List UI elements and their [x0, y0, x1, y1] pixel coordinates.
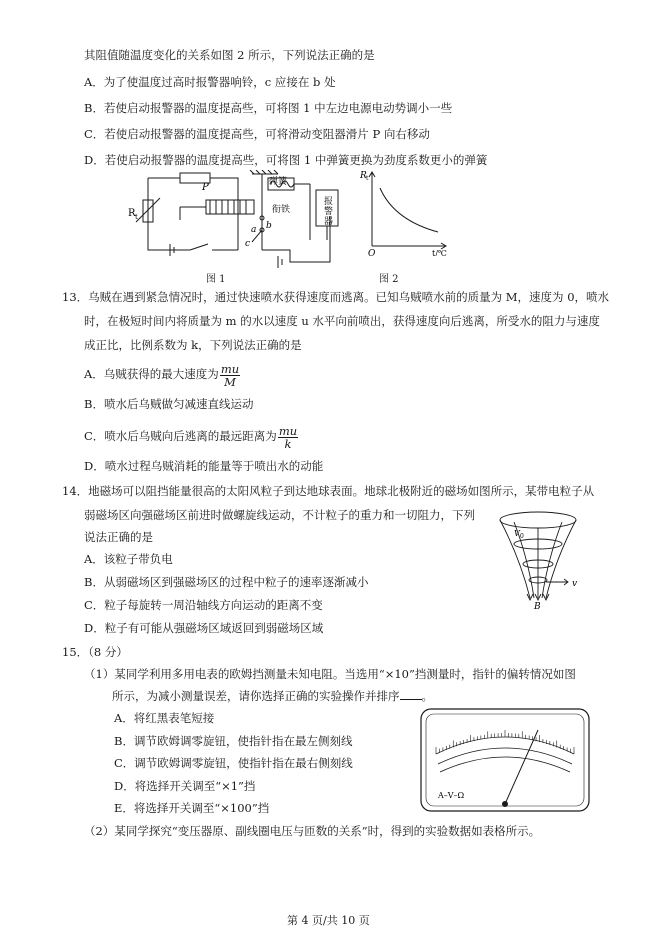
q12-intro: 其阻值随温度变化的关系如图 2 所示，下列说法正确的是: [84, 48, 375, 62]
q15-multimeter-dial: [420, 708, 590, 812]
fig1-rt-sub: t: [135, 213, 138, 221]
q14-option-d: D．粒子有可能从强磁场区域返回到弱磁场区域: [84, 621, 324, 635]
meter-label: A–V–Ω: [438, 791, 465, 800]
figure1-caption: 图 1: [206, 274, 226, 285]
q15-option-a: A．将红黑表笔短接: [114, 711, 215, 725]
fig1-iron-label: 衔铁: [272, 205, 291, 215]
q15-option-b: B．调节欧姆调零旋钮，使指针指在最左侧刻线: [114, 734, 353, 748]
q15-option-e: E．将选择开关调至“×100”挡: [114, 801, 270, 815]
q14-fig-v-label: v: [572, 579, 578, 589]
q13-option-a-fraction: [220, 363, 240, 388]
q12-option-d: D．若使启动报警器的温度提高些，可将图 1 中弹簧更换为劲度系数更小的弹簧: [84, 153, 488, 167]
q14-stem-line3: 说法正确的是: [84, 530, 153, 544]
fig1-alarm-label-1: 报: [324, 197, 334, 207]
q13-stem-line1: 13．乌贼在遇到紧急情况时，通过快速喷水获得速度而逃离。已知乌贼喷水前的质量为 M，速度为 0，喷水: [62, 290, 610, 304]
q14-fig-v0-sub: 0: [520, 533, 524, 540]
fig1-a-label: a: [251, 225, 257, 235]
q14-option-b: B．从弱磁场区到强磁场区的过程中粒子的速率逐渐减小: [84, 575, 369, 589]
q13-stem-line2: 时，在极短时间内将质量为 m 的水以速度 u 水平向前喷出，获得速度向后逃离，所受水的阻力与速度: [84, 314, 600, 328]
q12-option-c: C．若使启动报警器的温度提高些，可将滑动变阻器滑片 P 向右移动: [84, 127, 430, 141]
q13-option-c-text: C．喷水后乌贼向后逃离的最远距离为: [84, 429, 277, 443]
q12-figure1-circuit: [120, 170, 345, 270]
q14-fig-b-label: B: [534, 602, 541, 610]
q15-heading: 15．（8 分）: [62, 645, 128, 659]
q15-option-c: C．调节欧姆调零旋钮，使指针指在最右侧刻线: [114, 756, 353, 770]
q14-stem-line2: 弱磁场区向强磁场区前进时做螺旋线运动，不计粒子的重力和一切阻力，下列: [84, 508, 475, 522]
answer-blank: [400, 689, 422, 700]
q15-part1-line1: （1）某同学利用多用电表的欧姆挡测量未知电阻。当选用“×10”挡测量时，指针的偏转情况如图: [84, 667, 576, 681]
q13-option-a: [84, 362, 241, 388]
q13-option-b: B．喷水后乌贼做匀减速直线运动: [84, 397, 254, 411]
fig1-b-label: b: [266, 221, 272, 231]
fig1-rt-label: R: [128, 208, 136, 219]
q13-option-c-fraction: [278, 425, 298, 450]
fig1-c-label: c: [245, 239, 251, 249]
fig1-p-label: P: [202, 182, 209, 193]
q13-option-c: [84, 424, 299, 450]
q13-option-a-text: A．乌贼获得的最大速度为: [84, 367, 219, 381]
q15-part1-line2: [112, 688, 433, 704]
q12-figure2-graph: [352, 168, 452, 256]
needle-pivot: [502, 801, 508, 807]
fraction-denominator: M: [224, 374, 236, 389]
q14-stem-line1: 14．地磁场可以阻挡能量很高的太阳风粒子到达地球表面。地球北极附近的磁场如图所示，某带电粒子从: [62, 484, 595, 498]
fraction-numerator: mu: [220, 361, 240, 376]
fig2-origin-label: O: [368, 249, 376, 256]
q12-option-a: A．为了使温度过高时报警器响铃，c 应接在 b 处: [84, 75, 336, 89]
fraction-numerator: mu: [278, 423, 298, 438]
q14-option-a: A．该粒子带负电: [84, 552, 173, 566]
q13-option-d: D．喷水过程乌贼消耗的能量等于喷出水的动能: [84, 459, 324, 473]
fig2-x-axis-label: t/℃: [432, 249, 447, 256]
figure2-caption: 图 2: [379, 274, 399, 285]
q15-option-d: D．将选择开关调至“×1”挡: [114, 779, 256, 793]
q14-option-c: C．粒子每旋转一周沿轴线方向运动的距离不变: [84, 598, 323, 612]
fig1-spring-label: 弹簧: [269, 177, 288, 187]
fig2-y-axis-label: R: [360, 171, 367, 181]
fig1-alarm-label-3: 器: [324, 217, 334, 227]
q15-part1-line2-text: 所示，为减小测量误差，请你选择正确的实验操作并排序: [112, 689, 400, 703]
fig2-y-axis-sub: t: [366, 175, 369, 182]
fraction-denominator: k: [284, 436, 292, 451]
q13-stem-line3: 成正比，比例系数为 k，下列说法正确的是: [84, 338, 302, 352]
page-footer: 第 4 页/共 10 页: [287, 914, 370, 927]
q14-fig-v0-label: V: [514, 529, 520, 538]
q15-part1-period: 。: [421, 689, 433, 703]
q12-option-b: B．若使启动报警器的温度提高些，可将图 1 中左边电源电动势调小一些: [84, 101, 453, 115]
q14-magnetic-field-figure: [490, 506, 590, 610]
q15-part2: （2）某同学探究“变压器原、副线圈电压与匝数的关系”时，得到的实验数据如表格所示。: [84, 824, 541, 838]
fig1-alarm-label-2: 警: [324, 207, 334, 217]
